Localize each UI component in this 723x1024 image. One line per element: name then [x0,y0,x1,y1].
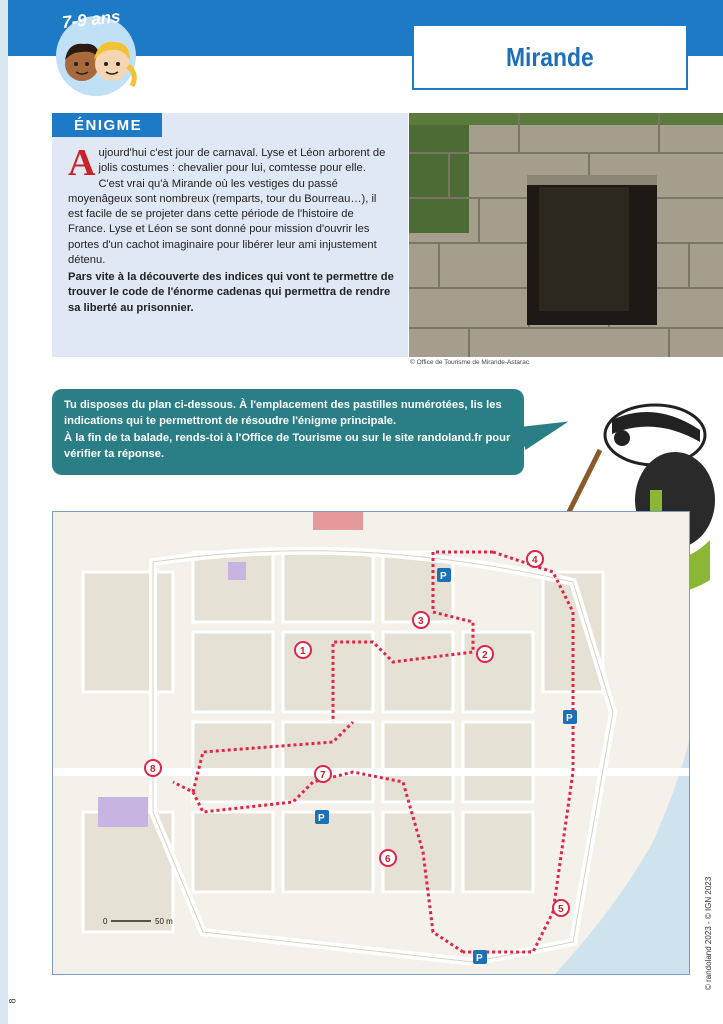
photo-caption: © Office de Tourisme de Mirande-Astarac [410,359,530,366]
svg-text:50 m: 50 m [155,917,173,926]
instructions-line-2: À la fin de ta balade, rends-toi à l'Office de Tourisme ou sur le site randoland.fr pour vérifier ta réponse. [64,432,511,460]
route-marker-2 [477,646,493,662]
dropcap: A [68,142,96,184]
rampart-window-photo [409,113,723,357]
route-marker-5 [553,900,569,916]
page-number: 8 [7,998,18,1004]
svg-text:P: P [440,571,447,582]
route-marker-3 [413,612,429,628]
riddle-call-to-action: Pars vite à la découverte des indices qui vont te permettre de trouver le code de l'énorme cadenas qui permettra de rendre sa liberté au prisonnier. [68,271,394,314]
svg-text:P: P [566,713,573,724]
riddle-text [68,142,394,268]
svg-text:2: 2 [482,650,488,661]
svg-text:8: 8 [150,764,156,775]
route-marker-6 [380,850,396,866]
riddle-body: ujourd'hui c'est jour de carnaval. Lyse et Léon arborent de jolis costumes : chevalier pour lui, comtesse pour elle. C'est vrai qu'à Mirande où les vestiges du passé moyenâgeux sont nombreux (remparts, tour du Bourreau…), il est facile de se projeter dans cette période de l'histoire de France. Lyse et Léon se sont donné pour mission d'ouvrir les portes d'un cachot imaginaire pour libérer leur ami injustement détenu. [68,147,386,267]
instructions-line-1: Tu disposes du plan ci-dessous. À l'emplacement des pastilles numérotées, lis les indications qui te permettront de résoudre l'énigme principale. [64,399,502,427]
town-map-svg [53,512,690,975]
age-range: 7-9 ans [61,6,122,33]
svg-text:5: 5 [558,904,564,915]
svg-text:6: 6 [385,854,391,865]
copyright-notice: © randoland 2023 - © IGN 2023 [704,876,713,990]
svg-text:P: P [476,953,483,964]
route-marker-1 [295,642,311,658]
title-box [412,24,688,90]
svg-text:P: P [318,813,325,824]
route-marker-7 [315,766,331,782]
riddle-label: ÉNIGME [52,113,162,137]
svg-text:7: 7 [320,770,326,781]
svg-text:4: 4 [532,555,538,566]
walking-route-map [52,511,690,975]
page-edge [0,0,8,1024]
route-marker-4 [527,551,543,567]
svg-text:3: 3 [418,616,424,627]
svg-text:0: 0 [103,917,108,926]
page-title: Mirande [506,41,594,72]
svg-text:1: 1 [300,646,306,657]
route-marker-8 [145,760,161,776]
